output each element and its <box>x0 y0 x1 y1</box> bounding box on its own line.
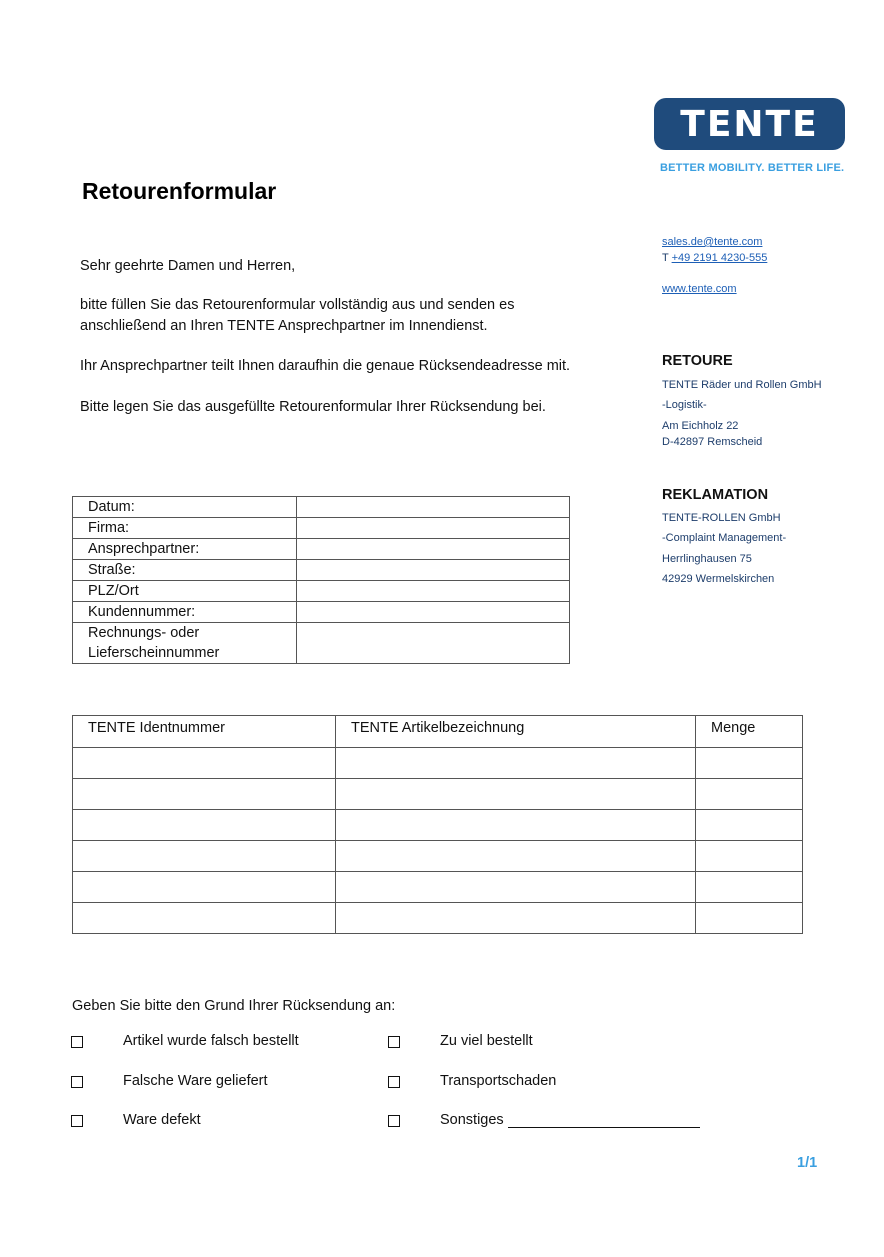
artikelbezeichnung-cell[interactable] <box>336 810 696 841</box>
plz-ort-field[interactable] <box>297 581 570 602</box>
artikelbezeichnung-cell[interactable] <box>336 903 696 934</box>
menge-header: Menge <box>696 716 803 748</box>
artikelbezeichnung-header: TENTE Artikelbezeichnung <box>336 716 696 748</box>
paragraph-1-line-2: anschließend an Ihren TENTE Ansprechpartner im Innendienst. <box>80 318 488 334</box>
datum-field[interactable] <box>297 497 570 518</box>
artikelbezeichnung-cell[interactable] <box>336 872 696 903</box>
plz-ort-label: PLZ/Ort <box>73 581 297 602</box>
artikelbezeichnung-cell[interactable] <box>336 841 696 872</box>
firma-field[interactable] <box>297 518 570 539</box>
article-row <box>73 810 803 841</box>
logo-text: TENTE <box>680 104 819 145</box>
contact-web[interactable] <box>662 281 737 297</box>
checkbox-sonstiges[interactable] <box>388 1115 400 1127</box>
sonstiges-input-line[interactable] <box>508 1112 700 1128</box>
tente-logo <box>654 98 845 150</box>
menge-cell[interactable] <box>696 810 803 841</box>
retoure-line-2: -Logistik- <box>662 399 707 411</box>
paragraph-1-line-1: bitte füllen Sie das Retourenformular vollständig aus und senden es <box>80 297 515 313</box>
menge-cell[interactable] <box>696 748 803 779</box>
retoure-heading: RETOURE <box>662 353 733 369</box>
retoure-line-3: Am Eichholz 22 <box>662 420 739 432</box>
identnummer-cell[interactable] <box>73 810 336 841</box>
rechnungsnummer-label <box>73 623 297 664</box>
page-title: Retourenformular <box>82 178 277 204</box>
info-row-ansprechpartner <box>73 539 570 560</box>
identnummer-cell[interactable] <box>73 872 336 903</box>
info-row-plz-ort <box>73 581 570 602</box>
rechnungsnummer-label-line-2: Lieferscheinnummer <box>88 645 220 661</box>
article-table <box>72 715 803 934</box>
kundennummer-label: Kundennummer: <box>73 602 297 623</box>
contact-phone <box>662 250 767 266</box>
identnummer-cell[interactable] <box>73 779 336 810</box>
checkbox-falsche-ware[interactable] <box>71 1076 83 1088</box>
phone-prefix: T <box>662 252 669 264</box>
phone-link[interactable]: +49 2191 4230-555 <box>671 252 768 264</box>
identnummer-cell[interactable] <box>73 903 336 934</box>
info-row-strasse <box>73 560 570 581</box>
menge-cell[interactable] <box>696 903 803 934</box>
customer-info-table <box>72 496 570 664</box>
rechnungsnummer-label-line-1: Rechnungs- oder <box>88 625 200 641</box>
reklamation-heading: REKLAMATION <box>662 487 769 503</box>
ansprechpartner-field[interactable] <box>297 539 570 560</box>
kundennummer-field[interactable] <box>297 602 570 623</box>
firma-label: Firma: <box>73 518 297 539</box>
identnummer-cell[interactable] <box>73 748 336 779</box>
reason-ware-defekt: Ware defekt <box>123 1112 201 1128</box>
greeting: Sehr geehrte Damen und Herren, <box>80 258 296 274</box>
artikelbezeichnung-cell[interactable] <box>336 748 696 779</box>
reklamation-line-3: Herrlinghausen 75 <box>662 553 752 565</box>
article-row <box>73 872 803 903</box>
paragraph-2: Ihr Ansprechpartner teilt Ihnen daraufhin die genaue Rücksendeadresse mit. <box>80 358 571 374</box>
identnummer-header: TENTE Identnummer <box>73 716 336 748</box>
ansprechpartner-label: Ansprechpartner: <box>73 539 297 560</box>
reason-intro: Geben Sie bitte den Grund Ihrer Rücksendung an: <box>72 998 396 1014</box>
checkbox-falsch-bestellt[interactable] <box>71 1036 83 1048</box>
reklamation-line-1: TENTE-ROLLEN GmbH <box>662 512 781 524</box>
retoure-line-1: TENTE Räder und Rollen GmbH <box>662 379 822 391</box>
website-link[interactable]: www.tente.com <box>662 283 737 295</box>
reason-falsch-bestellt: Artikel wurde falsch bestellt <box>123 1033 299 1049</box>
reason-sonstiges: Sonstiges <box>440 1112 504 1128</box>
article-header-row <box>73 716 803 748</box>
artikelbezeichnung-cell[interactable] <box>336 779 696 810</box>
checkbox-zu-viel-bestellt[interactable] <box>388 1036 400 1048</box>
email-link[interactable]: sales.de@tente.com <box>662 236 763 248</box>
reason-zu-viel-bestellt: Zu viel bestellt <box>440 1033 533 1049</box>
strasse-label: Straße: <box>73 560 297 581</box>
info-row-kundennummer <box>73 602 570 623</box>
reklamation-line-4: 42929 Wermelskirchen <box>662 573 775 585</box>
rechnungsnummer-field[interactable] <box>297 623 570 664</box>
article-row <box>73 841 803 872</box>
menge-cell[interactable] <box>696 872 803 903</box>
reason-sonstiges-row <box>440 1112 700 1128</box>
article-row <box>73 903 803 934</box>
identnummer-cell[interactable] <box>73 841 336 872</box>
reason-transportschaden: Transportschaden <box>440 1073 557 1089</box>
checkbox-ware-defekt[interactable] <box>71 1115 83 1127</box>
checkbox-transportschaden[interactable] <box>388 1076 400 1088</box>
retoure-line-4: D-42897 Remscheid <box>662 436 763 448</box>
menge-cell[interactable] <box>696 841 803 872</box>
datum-label: Datum: <box>73 497 297 518</box>
menge-cell[interactable] <box>696 779 803 810</box>
reklamation-line-2: -Complaint Management- <box>662 532 787 544</box>
strasse-field[interactable] <box>297 560 570 581</box>
logo-tagline: BETTER MOBILITY. BETTER LIFE. <box>660 162 845 174</box>
paragraph-3: Bitte legen Sie das ausgefüllte Retourenformular Ihrer Rücksendung bei. <box>80 399 546 415</box>
article-row <box>73 748 803 779</box>
article-row <box>73 779 803 810</box>
contact-email[interactable] <box>662 234 762 250</box>
reason-falsche-ware: Falsche Ware geliefert <box>123 1073 268 1089</box>
info-row-rechnungsnummer <box>73 623 570 664</box>
info-row-firma <box>73 518 570 539</box>
info-row-datum <box>73 497 570 518</box>
page-number: 1/1 <box>797 1155 818 1171</box>
